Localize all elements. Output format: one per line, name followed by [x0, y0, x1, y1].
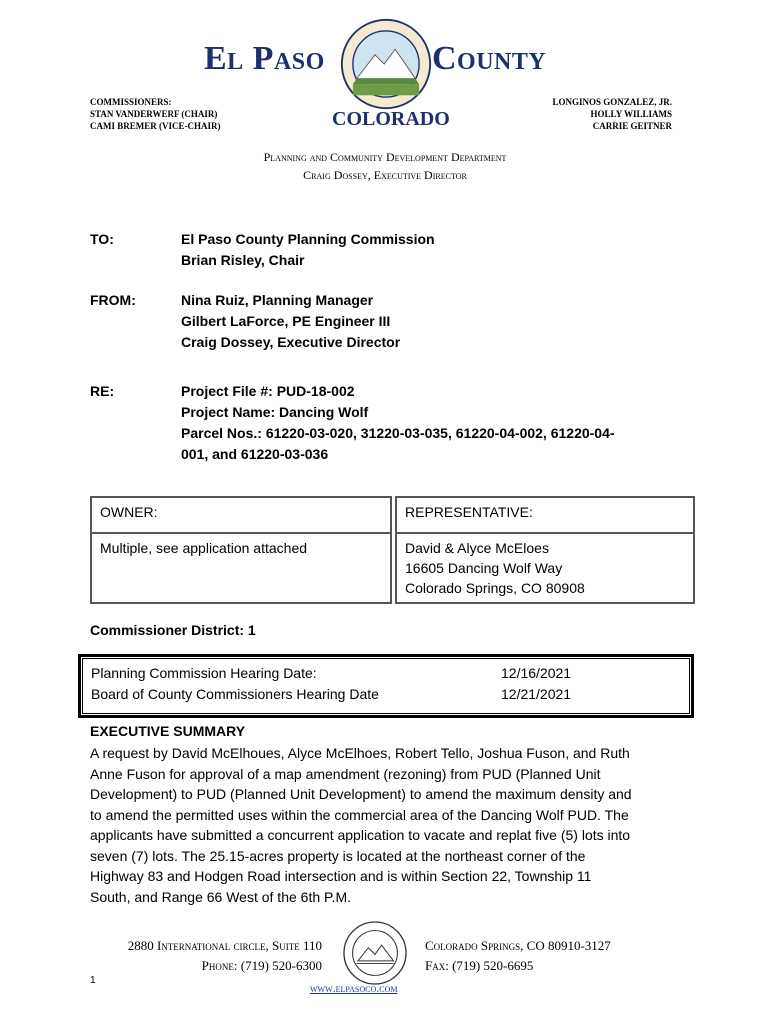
- representative-header: REPRESENTATIVE:: [396, 497, 694, 533]
- county-seal-small-icon: [342, 920, 408, 986]
- state-name: COLORADO: [332, 108, 450, 130]
- commissioners-left: [90, 96, 221, 132]
- to-value: [181, 229, 681, 271]
- to-label: TO:: [90, 231, 114, 247]
- commissioner-name: CARRIE GEITNER: [592, 121, 672, 131]
- summary-line: applicants have submitted a concurrent application to vacate and replat five (5) lots into: [90, 827, 631, 843]
- footer-phone: Phone: (719) 520-6300: [201, 958, 322, 973]
- department-block: [0, 148, 770, 184]
- commissioner-name: CAMI BREMER (VICE-CHAIR): [90, 121, 221, 131]
- commissioners-right: [552, 96, 672, 132]
- page-number: 1: [90, 975, 96, 986]
- pc-hearing-label: Planning Commission Hearing Date:: [91, 665, 317, 681]
- summary-line: A request by David McElhoues, Alyce McElhoes, Robert Tello, Joshua Fuson, and Ruth: [90, 745, 630, 761]
- owner-value: Multiple, see application attached: [91, 533, 391, 603]
- commissioner-name: HOLLY WILLIAMS: [590, 109, 672, 119]
- county-title-right: County: [432, 40, 547, 77]
- department-name: Planning and Community Development Department: [263, 150, 507, 164]
- executive-summary-text: [90, 743, 690, 907]
- to-line: El Paso County Planning Commission: [181, 231, 435, 247]
- rep-line: David & Alyce McEloes: [405, 540, 549, 556]
- county-seal-icon: [340, 18, 432, 110]
- re-line: Project File #: PUD-18-002: [181, 383, 355, 399]
- commissioners-heading: COMMISSIONERS:: [90, 97, 172, 107]
- to-line: Brian Risley, Chair: [181, 252, 305, 268]
- from-value: [181, 290, 681, 353]
- owner-header: OWNER:: [91, 497, 391, 533]
- from-label: FROM:: [90, 292, 136, 308]
- footer-city: Colorado Springs, CO 80910-3127: [425, 938, 611, 953]
- commissioner-name: STAN VANDERWERF (CHAIR): [90, 109, 218, 119]
- department-director: Craig Dossey, Executive Director: [303, 168, 467, 182]
- executive-summary-heading: EXECUTIVE SUMMARY: [90, 723, 246, 739]
- footer-city-block: [425, 936, 611, 976]
- re-line: Parcel Nos.: 61220-03-020, 31220-03-035, 61220-04-002, 61220-04-: [181, 425, 615, 441]
- rep-line: 16605 Dancing Wolf Way: [405, 560, 563, 576]
- summary-line: Anne Fuson for approval of a map amendment (rezoning) from PUD (Planned Unit: [90, 765, 601, 782]
- website-link[interactable]: www.elpasoco.com: [310, 981, 398, 995]
- commissioner-name: LONGINOS GONZALEZ, JR.: [552, 97, 672, 107]
- summary-line: Development) to PUD (Planned Unit Development) to amend the maximum density and: [90, 786, 632, 802]
- representative-value: [396, 533, 694, 603]
- pc-hearing-date: 12/16/2021: [501, 665, 572, 681]
- re-value: [181, 381, 681, 465]
- from-line: Nina Ruiz, Planning Manager: [181, 292, 374, 308]
- bocc-hearing-date: 12/21/2021: [501, 686, 572, 702]
- rep-line: Colorado Springs, CO 80908: [405, 580, 585, 596]
- county-title-left: El Paso: [204, 40, 325, 77]
- from-line: Gilbert LaForce, PE Engineer III: [181, 313, 391, 329]
- owner-representative-table: [90, 496, 695, 604]
- from-line: Craig Dossey, Executive Director: [181, 334, 401, 350]
- footer-address: 2880 International circle, Suite 110: [127, 938, 322, 953]
- re-label: RE:: [90, 383, 115, 399]
- summary-line: South, and Range 66 West of the 6th P.M.: [90, 888, 351, 905]
- bocc-hearing-label: Board of County Commissioners Hearing Date: [91, 686, 379, 702]
- summary-line: to amend the permitted uses within the commercial area of the Dancing Wolf PUD. The: [90, 806, 629, 823]
- re-line: Project Name: Dancing Wolf: [181, 404, 369, 420]
- commissioner-district: Commissioner District: 1: [90, 622, 256, 638]
- hearing-dates-box: [80, 656, 692, 716]
- footer-address-block: [60, 936, 322, 976]
- footer-fax: Fax: (719) 520-6695: [425, 958, 534, 973]
- summary-line: seven (7) lots. The 25.15-acres property is located at the northeast corner of the: [90, 847, 586, 864]
- re-line: 001, and 61220-03-036: [181, 446, 329, 462]
- summary-line: Highway 83 and Hodgen Road intersection and is within Section 22, Township 11: [90, 868, 592, 884]
